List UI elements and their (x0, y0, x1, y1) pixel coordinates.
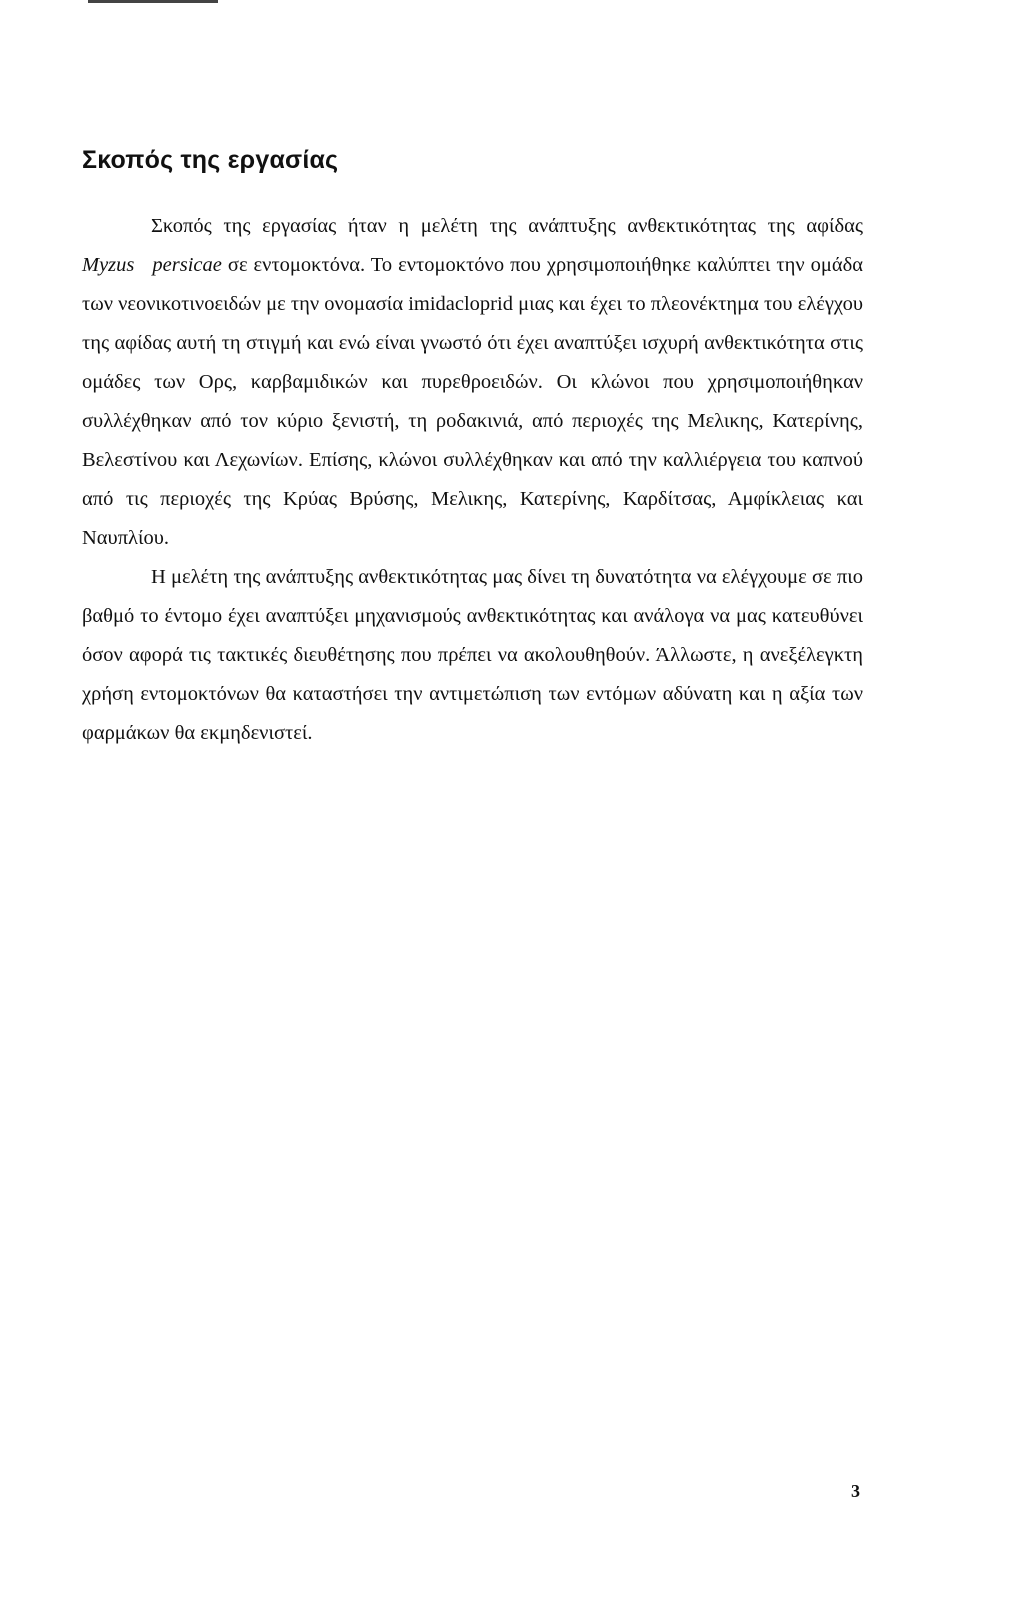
paragraph-aim-intro: Σκοπός της εργασίας ήταν η μελέτη της ανάπτυξης ανθεκτικότητας της αφίδας (151, 215, 863, 237)
paragraph-aim (82, 207, 863, 558)
paragraph-significance: Η μελέτη της ανάπτυξης ανθεκτικότητας μας δίνει τη δυνατότητα να ελέγχουμε σε πιο βαθμό το έντομο έχει αναπτύξει μηχανισμούς ανθεκτικότητας και ανάλογα να μας κατευθύνει όσον αφορά τις τακτικές διευθέτησης που πρέπει να ακολουθηθούν. Άλλωστε, η ανεξέλεγκτη χρήση εντομοκτόνων θα καταστήσει την αντιμετώπιση των εντόμων αδύνατη και η αξία των φαρμάκων θα εκμηδενιστεί. (82, 566, 863, 744)
page-number: 3 (851, 1481, 860, 1501)
section-heading: Σκοπός της εργασίας (82, 146, 339, 174)
species-name: Myzus persicae (82, 254, 222, 276)
scan-edge-mark (88, 0, 218, 3)
body-text (82, 207, 863, 753)
paragraph-aim-body: σε εντομοκτόνα. Το εντομοκτόνο που χρησιμοποιήθηκε καλύπτει την ομάδα των νεονικοτινοειδών με την ονομασία imidacloprid μιας και έχει το πλεονέκτημα του ελέγχου της αφίδας αυτή τη στιγμή και ενώ είναι γνωστό ότι έχει αναπτύξει ισχυρή ανθεκτικότητα στις ομάδες των Ορς, καρβαμιδικών και πυρεθροειδών. Οι κλώνοι που χρησιμοποιήθηκαν συλλέχθηκαν από τον κύριο ξενιστή, τη ροδακινιά, από περιοχές της Μελικης, Κατερίνης, Βελεστίνου και Λεχωνίων. Επίσης, κλώνοι συλλέχθηκαν και από την καλλιέργεια του καπνού από τις περιοχές της Κρύας Βρύσης, Μελικης, Κατερίνης, Καρδίτσας, Αμφίκλειας και Ναυπλίου. (82, 254, 863, 549)
